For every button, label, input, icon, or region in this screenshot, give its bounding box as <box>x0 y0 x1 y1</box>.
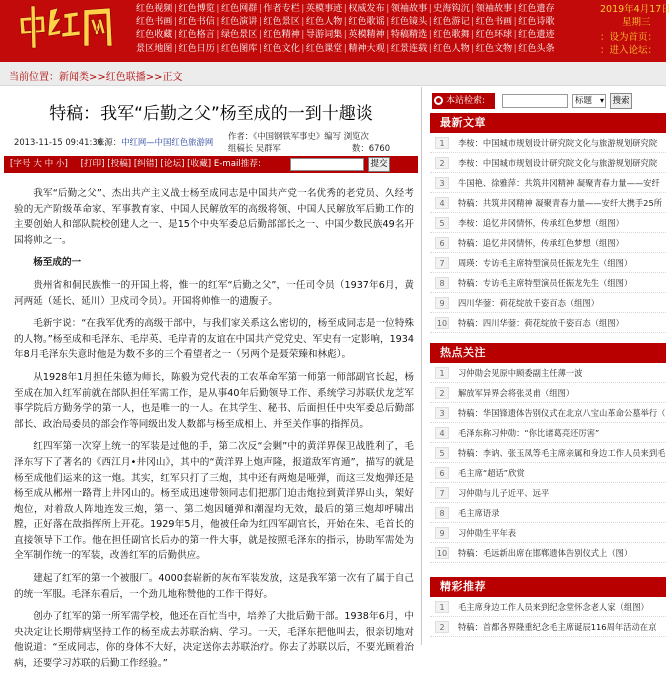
nav-link[interactable]: 绿色景区 <box>220 30 258 41</box>
article-paragraph: 贵州省和侗民族惟一的开国上将，惟一的红军“后勤之父”，一任司令员（1937年6月，黄河两延（延长、延川）卫戍司令员）。开国将帅惟一的遗腹子。 <box>14 279 414 307</box>
item-number: 7 <box>435 257 449 269</box>
date-panel <box>600 3 671 57</box>
list-item[interactable] <box>430 173 666 193</box>
nav-link[interactable]: 红色游记 <box>433 17 470 28</box>
source-label: 来源： <box>96 137 122 147</box>
list-item[interactable] <box>430 213 666 233</box>
nav-link[interactable]: 红色视频 <box>136 4 173 14</box>
list-item[interactable] <box>430 313 666 333</box>
list-item[interactable] <box>430 273 666 293</box>
item-title[interactable]: 李桉：中国城市规划设计研究院文化与旅游规划研究院 <box>458 158 658 168</box>
publish-time: 2013-11-15 09:41:36 <box>14 137 103 147</box>
email-recommend-label: E-mail推荐: <box>213 159 261 169</box>
nav-link[interactable]: 特稿精选 <box>390 30 428 41</box>
nav-link[interactable]: 红色歌谣 <box>348 17 385 28</box>
item-title[interactable]: 李桉：中国城市规划设计研究院文化与旅游规划研究院 <box>458 138 658 148</box>
list-item[interactable] <box>430 193 666 213</box>
article-paragraph: 从1928年1月担任朱德为师长，陈毅为党代表的工农革命军第一师第一师部副官长起，杨至成在加入红军前就在部队担任军需工作，是从事40年后勤领导工作、系统学习苏联伏龙芝军事学院后方勤务学的第一人，也是唯一的一人。在其学生、秘书、后面担任中央军委总后勤部部长、政治局委员的部会作等同级出发人数都与杨至成相上、并至关作事的指挥员。 <box>14 371 414 430</box>
nav-link[interactable]: 红色遗迹 <box>518 30 555 41</box>
list-item[interactable] <box>430 463 666 483</box>
item-title[interactable]: 特稿：追忆井冈情怀，传承红色梦想（组图） <box>458 238 624 248</box>
item-number: 5 <box>435 217 449 229</box>
list-item[interactable] <box>430 383 666 403</box>
nav-row-3: 红色收藏 | 红色格言 | 绿色景区 | 红色精神 | 导游词集 | 英模精神 | 特稿精选 | 红色歌舞 | 红色环球 | 红色遗迹 <box>136 29 576 42</box>
article-subheading: 杨至成的一 <box>33 257 82 269</box>
list-item[interactable] <box>430 443 666 463</box>
list-item[interactable] <box>430 543 666 563</box>
item-number: 10 <box>436 319 448 328</box>
item-number: 6 <box>435 467 449 479</box>
item-number: 2 <box>435 621 449 633</box>
section-title: 最新文章 <box>430 113 666 133</box>
article-paragraph: 建起了红军的第一个被服厂。4000套崭新的灰布军装发放，这是我军第一次有了属于自己的统一军服。毛泽东看后，一个劲儿地称赞他的工作干得好。 <box>14 573 414 600</box>
item-number: 3 <box>435 407 449 419</box>
nav-link[interactable]: 红色人物 <box>433 43 470 54</box>
item-number: 4 <box>435 197 449 209</box>
source-info <box>96 136 213 148</box>
item-number: 9 <box>435 527 449 539</box>
email-submit-button[interactable]: 提交 <box>368 157 390 172</box>
item-title[interactable]: 毛主席身边工作人员来到纪念堂怀念老人家（组图） <box>458 602 649 612</box>
source-link[interactable]: 中红网—中国红色旅游网 <box>121 137 214 147</box>
nav-link[interactable]: 红色环球 <box>475 30 513 41</box>
section-title: 热点关注 <box>430 343 666 363</box>
nav-link[interactable]: 红色镜头 <box>390 17 428 28</box>
site-search <box>432 93 664 109</box>
nav-link[interactable]: 红色格言 <box>178 30 215 41</box>
item-title[interactable]: 毛主席“超话”欣赏 <box>458 468 525 478</box>
correction-link[interactable]: [纠错] <box>133 159 158 169</box>
sidebar <box>428 87 666 645</box>
item-title[interactable]: 特稿：四川华蓥：荷花绽放千姿百态（组图） <box>458 318 624 328</box>
list-item[interactable] <box>430 293 666 313</box>
latest-articles <box>430 113 666 333</box>
item-title[interactable]: 特稿：华国锋遗体告别仪式在北京八宝山革命公墓举行（ <box>458 408 666 418</box>
search-icon <box>434 96 443 105</box>
list-item[interactable] <box>430 503 666 523</box>
nav-link[interactable]: 领袖故事 <box>475 4 513 14</box>
site-logo[interactable] <box>14 2 116 56</box>
nav-link[interactable]: 红色精神 <box>263 30 300 41</box>
hot-list <box>430 363 666 563</box>
article-panel <box>0 87 422 670</box>
email-recommend-input[interactable] <box>290 158 364 171</box>
nav-row-2: 红色书画 | 红色书信 | 红色演讲 | 红色景区 | 红色人物 | 红色歌谣 | 红色镜头 | 红色游记 | 红色书画 | 红色诗歌 <box>136 16 576 29</box>
nav-link[interactable]: 红色网群 <box>220 4 258 14</box>
nav-link[interactable]: 红色演讲 <box>220 17 258 28</box>
author-info: 作者：《中国钢铁军事史》编写 浏览次 <box>228 131 369 141</box>
print-link[interactable]: [打印] <box>80 159 105 169</box>
list-item[interactable] <box>430 233 666 253</box>
item-number: 4 <box>435 427 449 439</box>
nav-link[interactable]: 红色书信 <box>178 17 215 28</box>
item-title[interactable]: 特稿：专访毛主席特型演员任振龙先生（组图） <box>458 278 633 288</box>
breadcrumb-text[interactable]: 当前位置：新闻类>>红色联播>>正文 <box>9 72 183 83</box>
latest-list <box>430 133 666 333</box>
set-homepage-link[interactable]: ：设为首页： <box>600 32 658 43</box>
item-number: 3 <box>435 177 449 189</box>
favorite-link[interactable]: [收藏] <box>187 159 212 169</box>
item-title[interactable]: 解放军异界会将张灵甫（组图） <box>458 388 575 398</box>
item-title[interactable]: 毛主席语录 <box>458 508 500 518</box>
list-item[interactable] <box>430 617 666 637</box>
nav-link[interactable]: 红色书画 <box>136 17 173 28</box>
item-number: 10 <box>436 549 448 558</box>
nav-link[interactable]: 红色人物 <box>305 17 343 28</box>
item-number: 2 <box>435 157 449 169</box>
item-number: 1 <box>435 137 449 149</box>
item-number: 6 <box>435 237 449 249</box>
item-number: 2 <box>435 387 449 399</box>
list-item[interactable] <box>430 403 666 423</box>
item-title[interactable]: 习仲勋与儿子近平、远平 <box>458 488 550 498</box>
item-number: 8 <box>435 277 449 289</box>
item-title[interactable]: 习仲勋会见原中顾委副主任薄一波 <box>458 368 583 378</box>
search-label-text: 本站检索: <box>446 96 486 106</box>
article-title: 特稿：我军“后勤之父”杨至成的一到十趣谈 <box>49 104 373 124</box>
nav-link[interactable]: 红色博览 <box>178 4 215 14</box>
nav-link[interactable]: 英模事迹 <box>305 4 343 14</box>
nav-link[interactable]: 红色文化 <box>263 43 300 54</box>
list-item[interactable] <box>430 363 666 383</box>
nav-link[interactable]: 权威发布 <box>348 4 385 14</box>
article-paragraph: 创办了红军的第一所军需学校，他还在百忙当中，培养了大批后勤干部。1938年6月，中央决定让长期带病坚持工作的杨至成去苏联治病、学习。一天，毛泽东把他叫去，很亲切地对他说道：“至成同志，你的身体不大好，决定送你去苏联治疗。你去了苏联以后，不要光顾着治病，还要学习苏联的后勤工作经验。” <box>14 611 414 670</box>
nav-link[interactable]: 红色歌舞 <box>433 30 470 41</box>
nav-link[interactable]: 作者专栏 <box>263 4 300 14</box>
nav-link[interactable]: 红色遗存 <box>518 4 555 14</box>
item-number: 7 <box>435 487 449 499</box>
search-button[interactable]: 搜索 <box>610 93 632 109</box>
editor-info: 组稿长 吴群军 <box>228 143 281 153</box>
nav-link[interactable]: 史海钩沉 <box>433 4 470 14</box>
nav-link[interactable]: 红色诗歌 <box>518 17 555 28</box>
nav-row-1: 红色视频 | 红色博览 | 红色网群 | 作者专栏 | 英模事迹 | 权威发布 | 领袖故事 | 史海钩沉 | 领袖故事 | 红色遗存 <box>136 3 576 16</box>
search-field-select[interactable] <box>572 94 606 108</box>
search-label <box>432 93 495 109</box>
hot-topics <box>430 343 666 563</box>
item-title[interactable]: 习仲勋生平年表 <box>458 528 517 538</box>
item-title[interactable]: 特稿：李讷、张玉凤等毛主席亲属和身边工作人员来到毛 <box>458 448 666 458</box>
nav-link[interactable]: 精神大观 <box>348 43 385 54</box>
item-title[interactable]: 毛泽东称习仲勋：“你比诸葛亮还厉害” <box>458 428 600 438</box>
font-size-control[interactable]: [字号 大 中 小] <box>10 159 68 169</box>
site-header <box>0 0 671 62</box>
item-title[interactable]: 特稿：共筑井冈精神 凝聚青春力量——安纤大携手25所 <box>458 198 663 208</box>
breadcrumb <box>0 62 666 86</box>
nav-link[interactable]: 红色图库 <box>220 43 258 54</box>
article-toolbar <box>4 156 418 173</box>
nav-row-4: 景区地图 | 红色日历 | 红色图库 | 红色文化 | 红色课堂 | 精神大观 | 红景连载 | 红色人物 | 红色文物 | 红色头条 <box>136 43 576 56</box>
nav-link[interactable]: 导游词集 <box>305 30 343 41</box>
list-item[interactable] <box>430 133 666 153</box>
nav-link[interactable]: 红色收藏 <box>136 30 173 41</box>
current-weekday: 星期三 <box>622 17 651 28</box>
item-number: 1 <box>435 367 449 379</box>
nav-link[interactable]: 领袖故事 <box>390 4 428 14</box>
section-title: 精彩推荐 <box>430 577 666 597</box>
top-navigation <box>136 3 576 56</box>
nav-link[interactable]: 红色课堂 <box>305 43 343 54</box>
nav-link[interactable]: 红色头条 <box>518 43 555 54</box>
current-date: 2019年4月17日 <box>600 4 671 15</box>
search-input[interactable] <box>502 94 568 108</box>
list-item[interactable] <box>430 597 666 617</box>
nav-link[interactable]: 英模精神 <box>348 30 385 41</box>
list-item[interactable] <box>430 423 666 443</box>
article-paragraph: 红四军第一次穿上统一的军装是过他的手，第二次反“会剿”中的黄洋界保卫战胜利了，毛泽东写下了著名的《西江月•井冈山》，其中的“黄洋界上炮声隆，报道敌军宵遁”，描写的就是杨至成他们运来的这一炮。其实，红军只打了三炮，其中还有两炮是哑弹，而这三发炮弹还是杨至成从郴州一路背上井冈山的。杨至成迅速带领同志们把那门迫击炮拉到黄洋界山头，架好炮位，对着敌人阵地连发三炮，第一、第二炮因嗵弹和潮湿均无效，最后的第三炮却呼啸出膛，正好落在敌指挥所上开花。1929年5月，他被任命为红四军副官长，开始在朱、毛首长的直接领导下工作。他在担任副官长后办的第一件大事，就是按照毛泽东的指示，协助军需处为全军制作统一的军装，改善红军的后勤供应。 <box>14 441 414 562</box>
list-item[interactable] <box>430 253 666 273</box>
nav-link[interactable]: 红色日历 <box>178 43 215 54</box>
nav-link[interactable]: 红景连载 <box>390 43 428 54</box>
item-number: 8 <box>435 507 449 519</box>
list-item[interactable] <box>430 153 666 173</box>
view-count: 数：6760 <box>352 143 391 153</box>
enter-forum-link[interactable]: ：进入论坛： <box>600 45 658 56</box>
list-item[interactable] <box>430 483 666 503</box>
item-number: 1 <box>435 601 449 613</box>
item-title[interactable]: 特稿：首都各界隆重纪念毛主席诞辰116周年活动在京 <box>458 622 657 632</box>
item-number: 5 <box>435 447 449 459</box>
item-title[interactable]: 四川华蓥：荷花绽放千姿百态（组图） <box>458 298 600 308</box>
list-item[interactable] <box>430 523 666 543</box>
item-title[interactable]: 牛国艳、徐雅萍：共筑井冈精神 凝聚青春力量——安纤 <box>458 178 660 188</box>
item-title[interactable]: 周瑛：专访毛主席特型演员任振龙先生（组图） <box>458 258 633 268</box>
article-body <box>14 186 414 679</box>
submit-article-link[interactable]: [投稿] <box>107 159 132 169</box>
item-title[interactable]: 李桉：追忆井冈情怀，传承红色梦想（组图） <box>458 218 624 228</box>
item-title[interactable]: 特稿：毛远新出席在邯郸遗体告别仪式上（图） <box>458 548 633 558</box>
article-paragraph: 我军“后勤之父”、杰出共产主义战士杨至成同志是中国共产党一名优秀的老党员、久经考验的无产阶级革命家、军事教育家、中国人民解放军的高级将领、中国人民解放军后勤工作的主要创始人和部队院校创建人之一、是15个中央军委总后勤部部长之一、中国少数民族49名开国将帅之一。 <box>14 188 414 246</box>
nav-link[interactable]: 红色书画 <box>475 17 513 28</box>
nav-link[interactable]: 红色景区 <box>263 17 300 28</box>
article-paragraph: 毛新宇说：“在我军优秀的高级干部中，与我们家关系这么密切的，杨至成同志是一位特殊的人物。”杨至成和毛泽东、毛岸英、毛岸青的友谊在中国共产党党史、军史有一定影响，1934年8月毛泽东失意时他是为数不多的三个看望者之一（另两个是聂荣臻和林彪）。 <box>14 318 414 361</box>
forum-link[interactable]: [论坛] <box>160 159 185 169</box>
search-field-value: 标题 <box>575 96 593 106</box>
recommended <box>430 577 666 637</box>
item-number: 9 <box>435 297 449 309</box>
nav-link[interactable]: 景区地图 <box>136 43 173 54</box>
nav-link[interactable]: 红色文物 <box>475 43 513 54</box>
recommend-list <box>430 597 666 637</box>
article-meta <box>14 130 414 156</box>
